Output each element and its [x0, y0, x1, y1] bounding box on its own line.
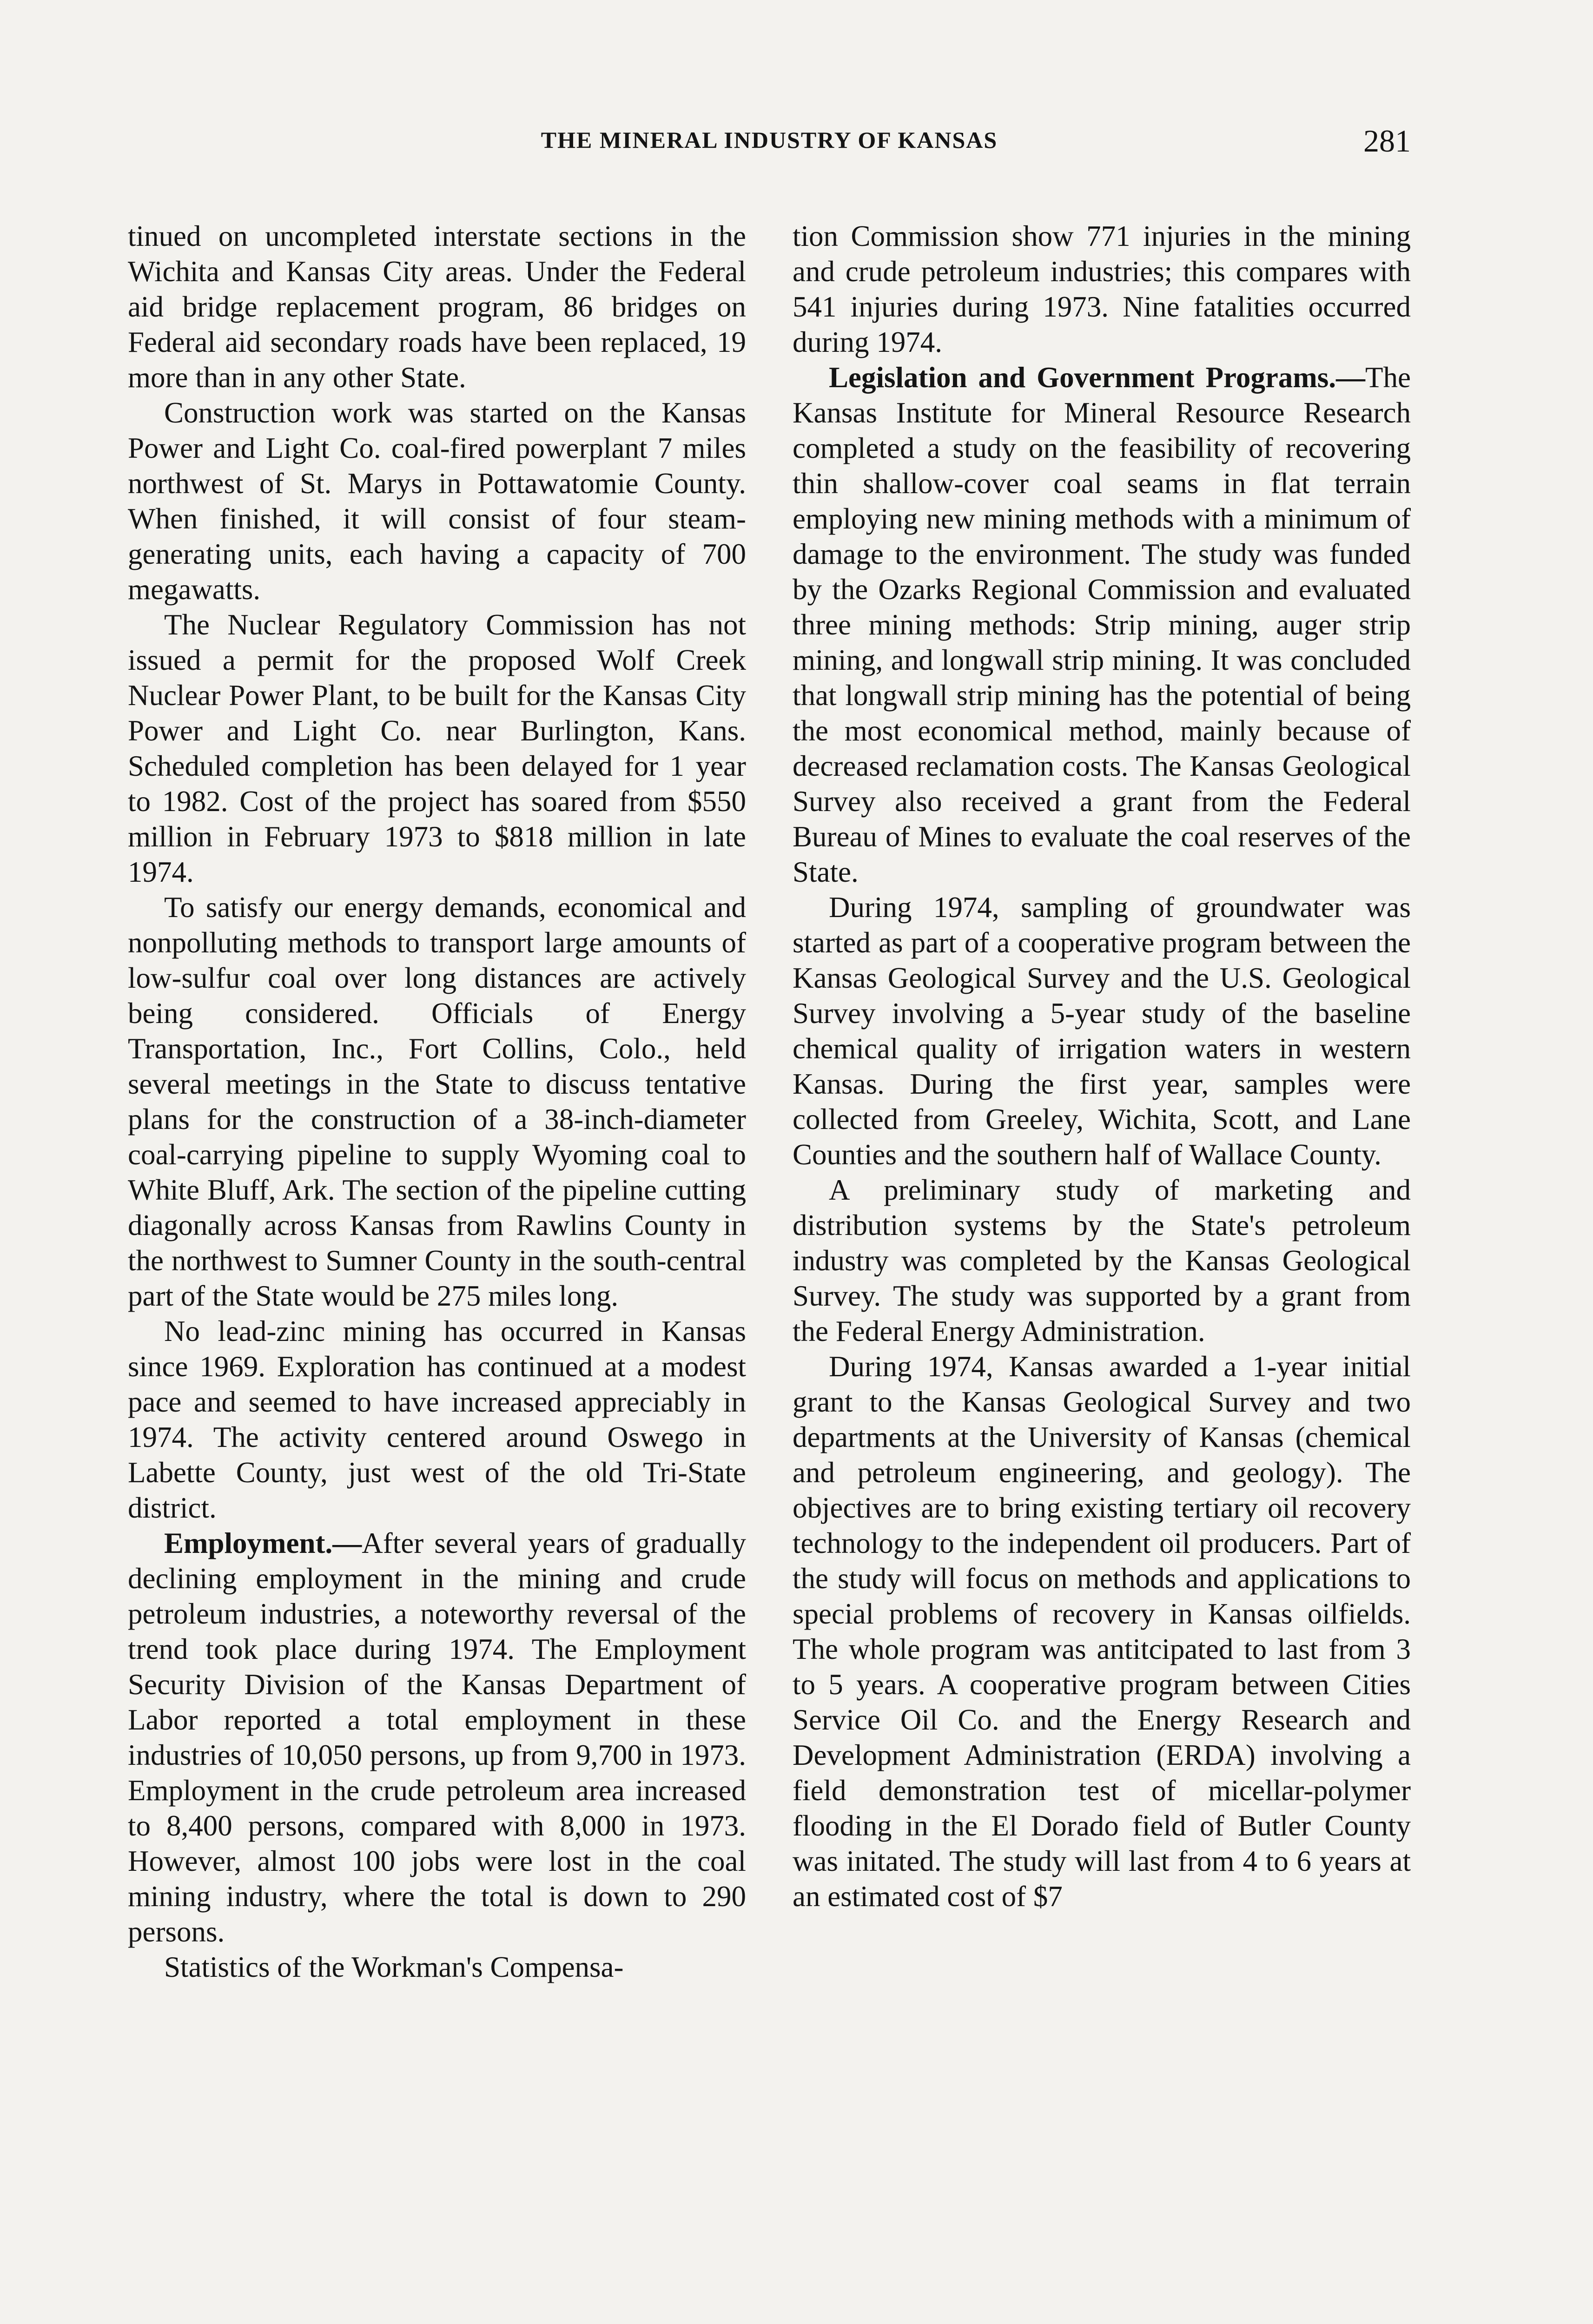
- paragraph: A preliminary study of marketing and distribution systems by the State's petroleum industry was completed by the Kansas Geological Survey. The study was supported by a grant from the Federal Energy Administration.: [793, 1174, 1411, 1347]
- paragraph: Statistics of the Workman's Compensa-: [164, 1951, 624, 1983]
- paragraph: During 1974, Kansas awarded a 1-year initial grant to the Kansas Geological Survey and two departments at the University of Kansas (chemical and petroleum engineering, and geology). The objectives are to bring existing tertiary oil recovery technology to the independent oil producers. Part of the study will focus on methods and applications to special problems of recovery in Kansas oilfields. The whole program was antitcipated to last from 3 to 5 years. A cooperative program between Cities Service Oil Co. and the Energy Research and Development Administration (ERDA) involving a field demonstration test of micellar-polymer flooding in the El Dorado field of Butler County was initated. The study will last from 4 to 6 years at an estimated cost of $7: [793, 1350, 1411, 1913]
- section-heading: Employment.—: [164, 1527, 362, 1559]
- paragraph: [128, 1525, 746, 1949]
- paragraph: tion Commission show 771 injuries in the mining and crude petroleum industries; this compares with 541 injuries during 1973. Nine fatalities occurred during 1974.: [793, 220, 1411, 358]
- paragraph: No lead-zinc mining has occurred in Kansas since 1969. Exploration has continued at a modest pace and seemed to have increased appreciably in 1974. The activity centered around Oswego in Labette County, just west of the old Tri-State district.: [128, 1315, 746, 1524]
- left-column: [128, 218, 746, 1985]
- page-number: 281: [1363, 123, 1411, 158]
- running-title: THE MINERAL INDUSTRY OF KANSAS: [541, 127, 998, 153]
- paragraph: During 1974, sampling of groundwater was started as part of a cooperative program between the Kansas Geological Survey and the U.S. Geological Survey involving a 5-year study of the baseline chemical quality of irrigation waters in western Kansas. During the first year, samples were collected from Greeley, Wichita, Scott, and Lane Counties and the southern half of Wallace County.: [793, 891, 1411, 1171]
- paragraph-text: The Kansas Institute for Mineral Resource Research completed a study on the feasibility of recovering thin shallow-cover coal seams in flat terrain employing new mining methods with a minimum of damage to the environment. The study was funded by the Ozarks Regional Commission and evaluated three mining methods: Strip mining, auger strip mining, and longwall strip mining. It was concluded that longwall strip mining has the potential of being the most economical method, mainly because of decreased reclamation costs. The Kansas Geological Survey also received a grant from the Federal Bureau of Mines to evaluate the coal reserves of the State.: [793, 361, 1411, 888]
- paragraph: To satisfy our energy demands, economical and nonpolluting methods to transport large amounts of low-sulfur coal over long distances are actively being considered. Officials of Energy Transportation, Inc., Fort Collins, Colo., held several meetings in the State to discuss tentative plans for the construction of a 38-inch-diameter coal-carrying pipeline to supply Wyoming coal to White Bluff, Ark. The section of the pipeline cutting diagonally across Kansas from Rawlins County in the northwest to Sumner County in the south-central part of the State would be 275 miles long.: [128, 891, 746, 1312]
- section-heading: Legislation and Government Programs.—: [829, 361, 1366, 394]
- right-column: [793, 218, 1411, 1914]
- running-head: [128, 123, 1411, 168]
- paragraph: [793, 360, 1411, 890]
- paragraph: tinued on uncompleted interstate sections in the Wichita and Kansas City areas. Under the Federal aid bridge replacement program, 86 bridges on Federal aid secondary roads have been replaced, 19 more than in any other State.: [128, 220, 746, 394]
- paragraph: The Nuclear Regulatory Commission has not issued a permit for the proposed Wolf Creek Nuclear Power Plant, to be built for the Kansas City Power and Light Co. near Burlington, Kans. Scheduled completion has been delayed for 1 year to 1982. Cost of the project has soared from $550 million in February 1973 to $818 million in late 1974.: [128, 608, 746, 888]
- paragraph-text: After several years of gradually declining employment in the mining and crude petroleum industries, a noteworthy reversal of the trend took place during 1974. The Employment Security Division of the Kansas Department of Labor reported a total employment in these industries of 10,050 persons, up from 9,700 in 1973. Employment in the crude petroleum area increased to 8,400 persons, compared with 8,000 in 1973. However, almost 100 jobs were lost in the coal mining industry, where the total is down to 290 persons.: [128, 1527, 746, 1948]
- paragraph: Construction work was started on the Kansas Power and Light Co. coal-fired powerplant 7 miles northwest of St. Marys in Pottawatomie County. When finished, it will consist of four steam-generating units, each having a capacity of 700 megawatts.: [128, 396, 746, 606]
